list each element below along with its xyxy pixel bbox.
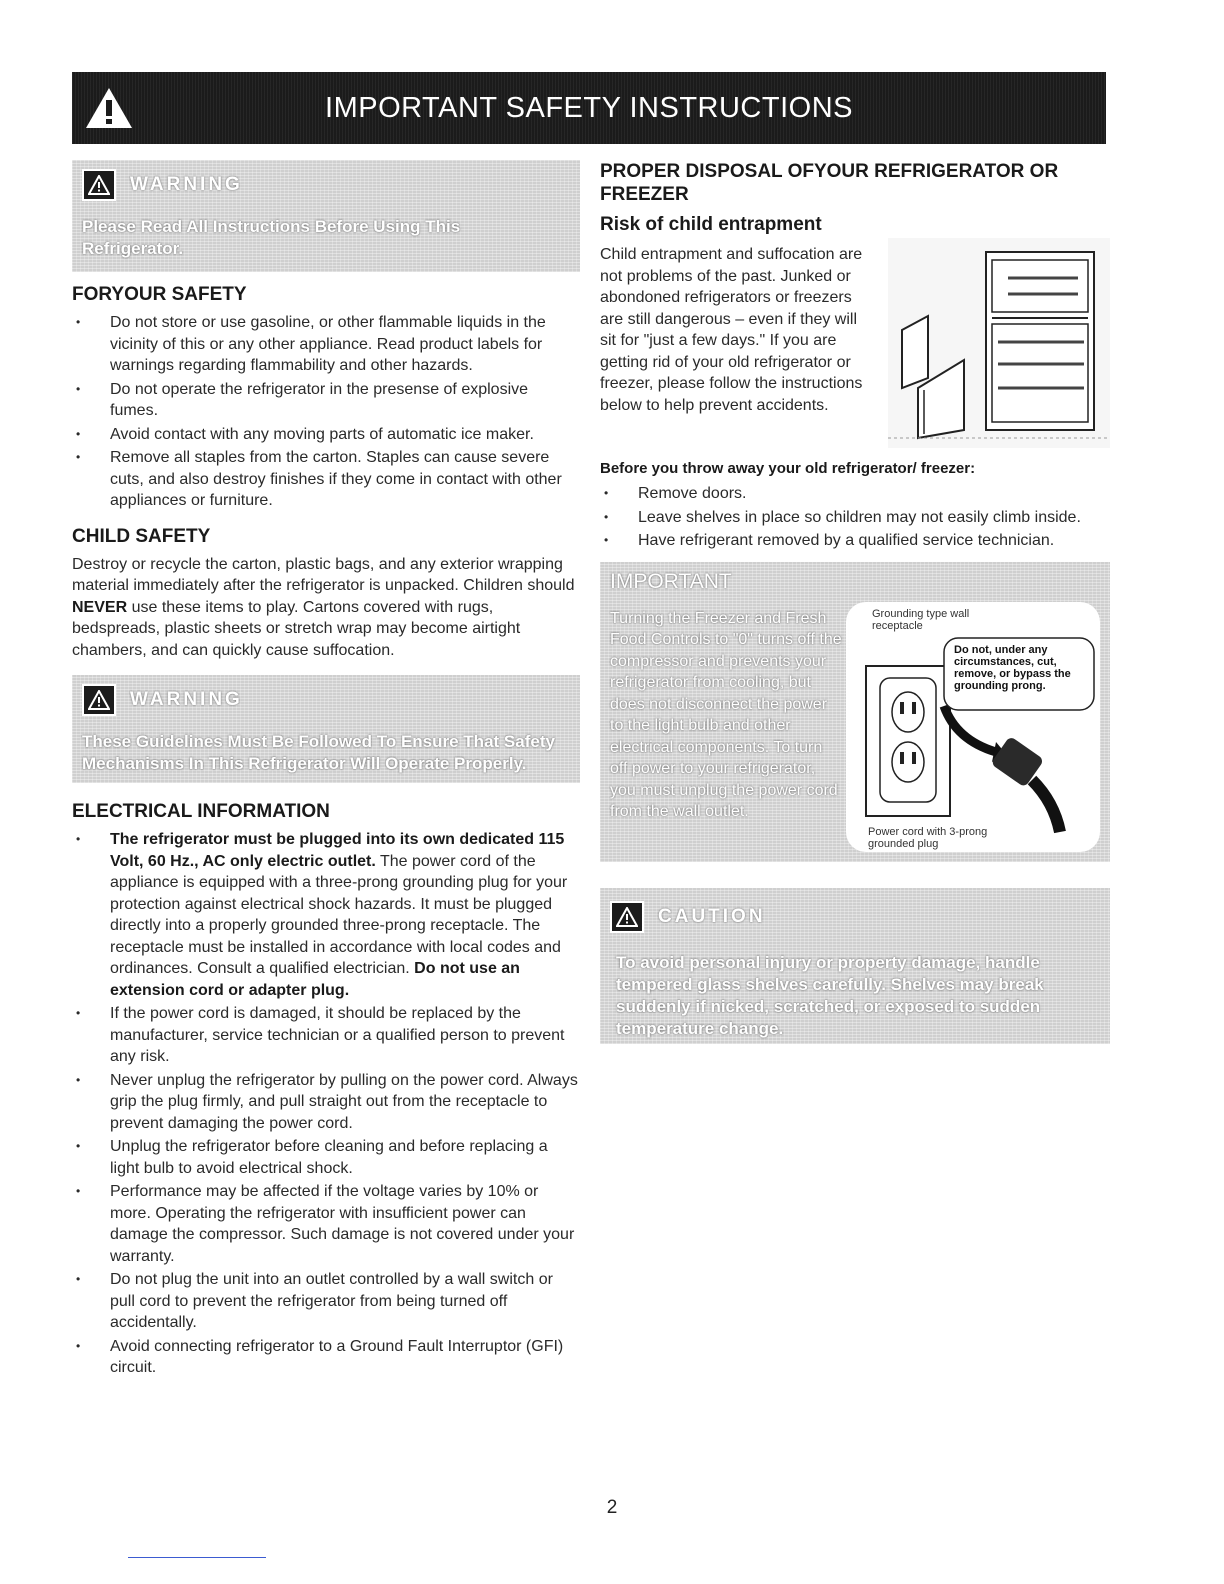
footer-rule — [128, 1557, 266, 1558]
warning-label: WARNING — [130, 174, 243, 195]
list-item: • Have refrigerant removed by a qualified service technician. — [600, 530, 1110, 552]
grounded-outlet-figure — [846, 602, 1100, 852]
right-column — [600, 160, 1110, 1044]
important-box — [600, 562, 1110, 862]
warning-triangle-icon — [82, 169, 116, 201]
before-disposal-list — [600, 483, 1110, 552]
entrapment-text: Child entrapment and suffocation are not problems of the past. Junked or abondoned refrigerators or freezers are still dangerous – even if they will sit for "just a few days." If you are getting rid of your old refrigerator or freezer, please follow the instructions below to help prevent accidents. — [600, 246, 863, 414]
warning-header — [72, 675, 580, 725]
disposal-heading: PROPER DISPOSAL OFYOUR REFRIGERATOR OR FREEZER — [600, 161, 1059, 205]
page-number: 2 — [606, 1497, 618, 1518]
child-safety-heading: CHILD SAFETY — [72, 525, 211, 547]
warning-label: WARNING — [130, 689, 243, 710]
warning-text: Please Read All Instructions Before Using This Refrigerator. — [82, 217, 461, 258]
list-item: • Do not plug the unit into an outlet controlled by a wall switch or pull cord to prevent the refrigerator from being turned off accidentally. — [72, 1269, 580, 1334]
list-item: • The refrigerator must be plugged into its own dedicated 115 Volt, 60 Hz., AC only electric outlet. The power cord of the appliance is equipped with a three-prong grounding plug for your protection against electrical shock hazards. It must be plugged directly into a properly grounded three-prong receptacle. The receptacle must be installed in accordance with local codes and ordinances. Consult a qualified electrician. Do not use an extension cord or adapter plug. — [72, 829, 580, 1001]
for-your-safety-heading: FORYOUR SAFETY — [72, 284, 247, 305]
warning-triangle-icon — [82, 684, 116, 716]
list-item: • Remove all staples from the carton. Staples can cause severe cuts, and also destroy finishes if they come in contact with other appliances or furniture. — [72, 447, 580, 512]
safety-banner — [72, 72, 1106, 144]
important-text: Turning the Freezer and Fresh Food Controls to "0" turns off the compressor and prevents your refrigerator from cooling, but does not disconnect the power to the light bulb and other electrical components. To turn off power to your refrigerator, you must unplug the power cord from the wall outlet. — [610, 609, 842, 820]
list-item: • Do not store or use gasoline, or other flammable liquids in the vicinity of this or any other appliance. Read product labels for warnings regarding flammability and other hazards. — [72, 312, 580, 377]
list-item: • Unplug the refrigerator before cleaning and before replacing a light bulb to avoid electrical shock. — [72, 1136, 580, 1179]
caution-header — [600, 888, 1110, 946]
receptacle-label: Grounding type wall receptacle — [872, 607, 970, 632]
list-item: • Do not operate the refrigerator in the presense of explosive fumes. — [72, 379, 580, 422]
caution-box — [600, 888, 1110, 1044]
left-column — [72, 160, 580, 1381]
caution-text: To avoid personal injury or property damage, handle tempered glass shelves carefully. Shelves may break suddenly if nicked, scratched, or exposed to sudden temperature change. — [616, 952, 1044, 1038]
electrical-heading: ELECTRICAL INFORMATION — [72, 801, 330, 822]
warning-box-2 — [72, 675, 580, 783]
before-disposal-heading: Before you throw away your old refrigerator/ freezer: — [600, 460, 976, 477]
warning-text: These Guidelines Must Be Followed To Ensure That Safety Mechanisms In This Refrigerator Will Operate Properly. — [82, 732, 555, 773]
list-item: • Remove doors. — [600, 483, 1110, 505]
list-item: • Avoid connecting refrigerator to a Ground Fault Interruptor (GFI) circuit. — [72, 1336, 580, 1379]
child-safety-text: Destroy or recycle the carton, plastic bags, and any exterior wrapping material immediately after the refrigerator is unpacked. Children should NEVER use these items to play. Cartons covered with rugs, bedspreads, plastic sheets or stretch wrap may become airtight chambers, and can quickly cause suffocation. — [72, 555, 575, 659]
list-item: • Performance may be affected if the voltage varies by 10% or more. Operating the refrigerator with insufficient power can damage the compressor. Such damage is not covered under your warranty. — [72, 1181, 580, 1267]
entrapment-section — [600, 244, 1110, 454]
entrapment-heading: Risk of child entrapment — [600, 214, 822, 235]
warning-triangle-icon — [610, 901, 644, 933]
important-label: IMPORTANT — [610, 569, 732, 593]
grounding-callout: Do not, under any circumstances, cut, remove, or bypass the grounding prong. — [954, 643, 1071, 692]
caution-label: CAUTION — [658, 905, 766, 927]
power-cord-label: Power cord with 3-prong grounded plug — [868, 825, 988, 850]
open-refrigerator-illustration — [888, 238, 1110, 448]
warning-header — [72, 160, 580, 210]
outlet-plug-illustration — [846, 602, 1100, 852]
electrical-list — [72, 829, 580, 1379]
warning-triangle-icon — [84, 86, 134, 130]
list-item: • Never unplug the refrigerator by pulling on the power cord. Always grip the plug firmly, and pull straight out from the receptacle to prevent damaging the power cord. — [72, 1070, 580, 1135]
banner-title: IMPORTANT SAFETY INSTRUCTIONS — [325, 91, 853, 124]
list-item: • Avoid contact with any moving parts of automatic ice maker. — [72, 424, 580, 446]
for-your-safety-list — [72, 312, 580, 512]
list-item: • If the power cord is damaged, it should be replaced by the manufacturer, service technician or a qualified person to prevent any risk. — [72, 1003, 580, 1068]
list-item: • Leave shelves in place so children may not easily climb inside. — [600, 507, 1110, 529]
warning-box-1 — [72, 160, 580, 272]
